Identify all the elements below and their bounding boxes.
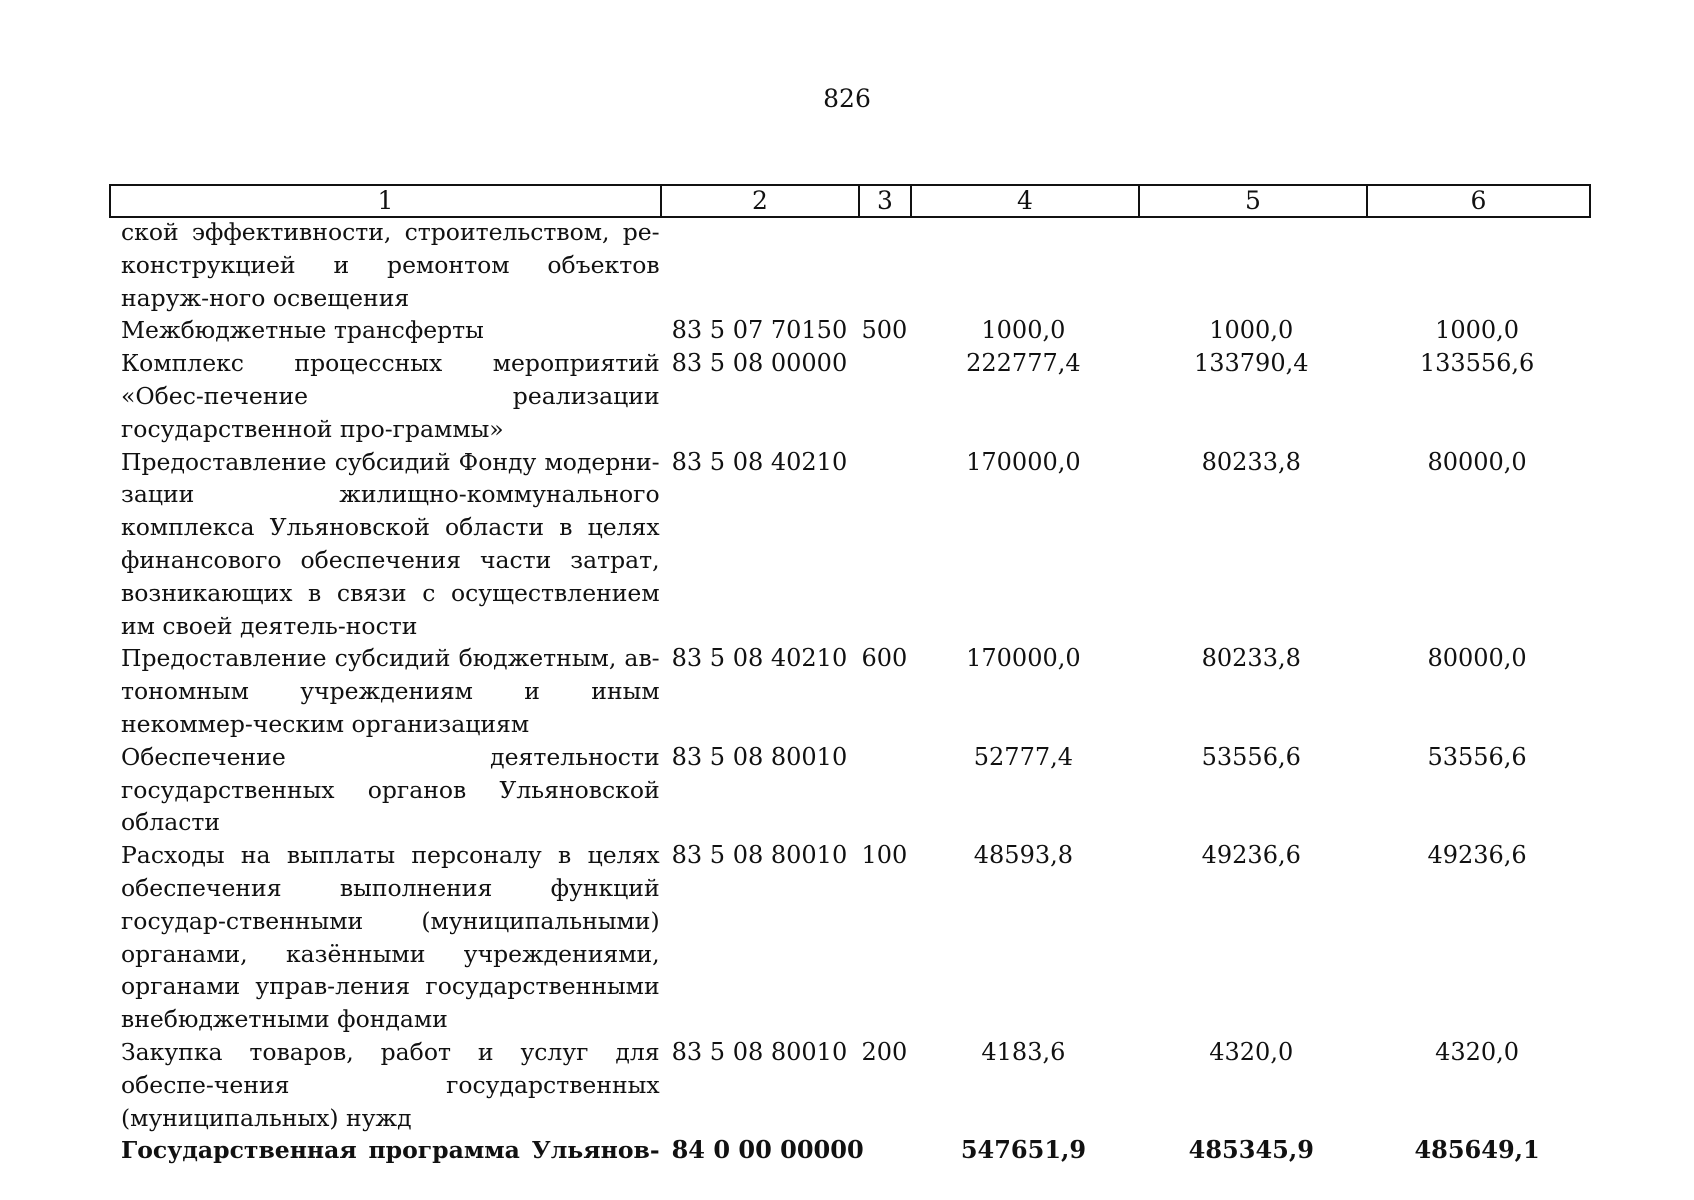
table-row xyxy=(109,314,1589,347)
row-value-col6: 80000,0 xyxy=(1427,644,1527,673)
row-code: 84 0 00 00000 xyxy=(671,1135,864,1165)
row-value-col4: 222777,4 xyxy=(966,349,1081,378)
row-name: Предоставление субсидий бюджетным, ав-тономным учреждениям и иным некоммер-ческим организациям xyxy=(121,644,660,738)
table-row xyxy=(109,741,1589,839)
row-value-col5: 485345,9 xyxy=(1188,1135,1314,1165)
row-name: Обеспечение деятельности государственных органов Ульяновской области xyxy=(121,742,660,837)
row-value-col6: 133556,6 xyxy=(1419,349,1535,378)
row-code: 83 5 08 80010 xyxy=(671,1037,848,1066)
column-header-2: 2 xyxy=(661,185,859,217)
row-code: 83 5 08 40210 xyxy=(671,447,848,476)
row-name: Расходы на выплаты персоналу в целях обеспечения выполнения функций государ-ственными (муниципальными) органами, казёнными учреждениями, органами управ-ления государственными внебюджетными фондами xyxy=(121,841,660,1034)
row-value-col6: 485649,1 xyxy=(1414,1135,1540,1165)
table-row xyxy=(109,1036,1589,1134)
row-value-col6: 1000,0 xyxy=(1435,316,1520,345)
column-header-1: 1 xyxy=(110,185,661,217)
page-number: 826 xyxy=(823,84,871,113)
row-name: Межбюджетные трансферты xyxy=(121,316,484,345)
column-header-6: 6 xyxy=(1367,185,1590,217)
row-code: 83 5 08 40210 xyxy=(671,644,848,673)
row-code: 83 5 08 00000 xyxy=(671,349,848,378)
row-value-col4: 52777,4 xyxy=(973,742,1074,771)
row-code: 83 5 08 80010 xyxy=(671,841,848,870)
budget-table-body xyxy=(109,216,1589,1167)
row-code: 83 5 07 70150 xyxy=(671,316,848,345)
row-value-col4: 170000,0 xyxy=(966,447,1081,476)
table-row xyxy=(109,347,1589,445)
row-name: Закупка товаров, работ и услуг для обеспе-чения государственных (муниципальных) нужд xyxy=(121,1037,660,1132)
table-row xyxy=(109,446,1589,643)
row-value-col4: 170000,0 xyxy=(966,644,1081,673)
row-type: 600 xyxy=(861,644,908,673)
column-header-4: 4 xyxy=(911,185,1139,217)
row-value-col6: 80000,0 xyxy=(1427,447,1527,476)
column-header-row xyxy=(110,185,1590,217)
row-type: 100 xyxy=(861,841,908,870)
row-value-col5: 133790,4 xyxy=(1193,349,1309,378)
table-row-program-total xyxy=(109,1134,1589,1167)
row-value-col5: 53556,6 xyxy=(1201,742,1301,771)
column-header-table xyxy=(109,184,1591,218)
row-value-col5: 80233,8 xyxy=(1201,644,1301,673)
row-name: ской эффективности, строительством, ре-конструкцией и ремонтом объектов наруж-ного освещения xyxy=(121,218,660,312)
row-name: Комплекс процессных мероприятий «Обес-печение реализации государственной про-граммы» xyxy=(121,349,660,443)
row-value-col4: 48593,8 xyxy=(973,841,1074,870)
row-value-col4: 547651,9 xyxy=(960,1135,1087,1165)
table-row xyxy=(109,216,1589,314)
column-header-3: 3 xyxy=(859,185,911,217)
row-value-col5: 80233,8 xyxy=(1201,447,1301,476)
row-value-col6: 53556,6 xyxy=(1427,742,1527,771)
row-value-col4: 4183,6 xyxy=(981,1037,1066,1066)
row-value-col6: 4320,0 xyxy=(1435,1037,1520,1066)
row-value-col5: 1000,0 xyxy=(1209,316,1294,345)
row-code: 83 5 08 80010 xyxy=(671,742,848,771)
row-name: Государственная программа Ульянов- xyxy=(121,1136,660,1165)
row-value-col5: 4320,0 xyxy=(1209,1037,1294,1066)
row-type: 500 xyxy=(861,316,908,345)
column-header-5: 5 xyxy=(1139,185,1367,217)
table-row xyxy=(109,839,1589,1036)
row-value-col6: 49236,6 xyxy=(1427,841,1527,870)
row-name: Предоставление субсидий Фонду модерни-зации жилищно-коммунального комплекса Ульяновской области в целях финансового обеспечения части затрат, возникающих в связи с осуществлением им своей деятель-ности xyxy=(121,447,660,640)
row-type: 200 xyxy=(861,1037,908,1066)
row-value-col5: 49236,6 xyxy=(1201,841,1301,870)
table-row xyxy=(109,642,1589,740)
row-value-col4: 1000,0 xyxy=(981,316,1066,345)
